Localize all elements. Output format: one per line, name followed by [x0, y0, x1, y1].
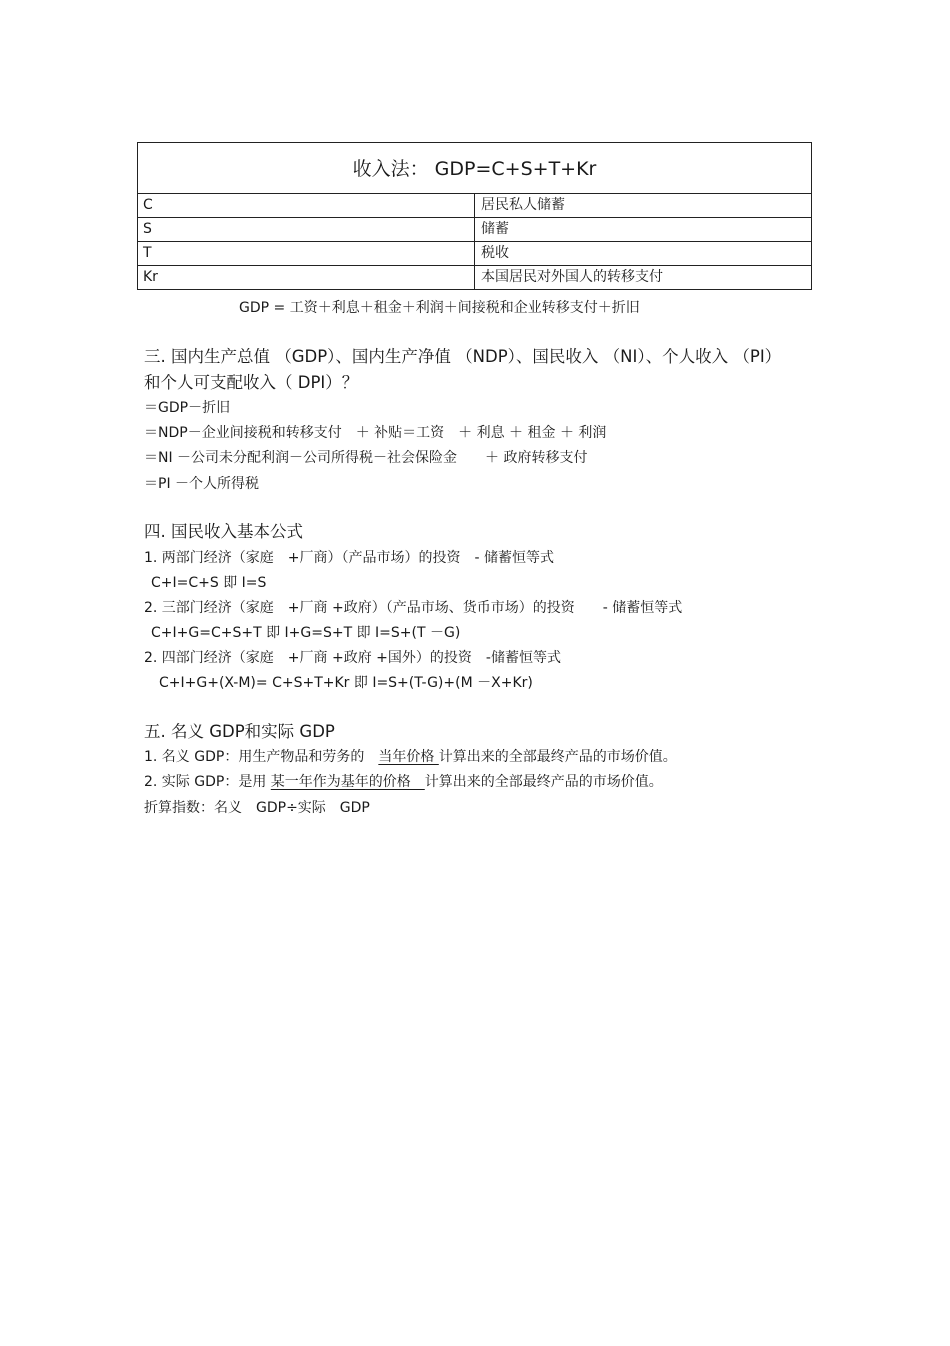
section4-line: C+I+G+(X-M)= C+S+T+Kr 即 I=S+(T-G)+(M －X+Kr)	[159, 675, 533, 691]
section4-line: C+I=C+S 即 I=S	[151, 575, 267, 591]
real-gdp-text-pre: 2. 实际 GDP：是用	[144, 774, 271, 790]
table-cell-description: 储蓄	[475, 218, 812, 242]
table-cell-description: 本国居民对外国人的转移支付	[475, 266, 812, 290]
real-gdp-underlined-term: 某一年作为基年的价格	[270, 774, 425, 790]
section4-line: 1. 两部门经济（家庭 +厂商）（产品市场）的投资 - 储蓄恒等式	[144, 550, 555, 566]
section3-line: ＝PI －个人所得税	[144, 476, 260, 492]
table-row	[138, 218, 812, 242]
table-cell-symbol: Kr	[138, 266, 475, 290]
section5-heading: 五. 名义 GDP和实际 GDP	[144, 722, 335, 741]
section3-heading-line1: 三. 国内生产总值 （GDP）、国内生产净值 （NDP）、国民收入 （NI）、个人收入 （PI）	[144, 347, 782, 366]
section4-heading: 四. 国民收入基本公式	[144, 522, 303, 541]
section3-line: ＝NI －公司未分配利润－公司所得税－社会保险金 ＋ 政府转移支付	[144, 450, 588, 466]
section3-heading-line2: 和个人可支配收入（ DPI）？	[144, 373, 359, 392]
table-row	[138, 266, 812, 290]
table-cell-symbol: C	[138, 194, 475, 218]
table-cell-symbol: T	[138, 242, 475, 266]
income-method-table	[137, 142, 812, 290]
table-title-row	[138, 143, 812, 194]
section5-nominal-gdp-line	[144, 748, 677, 766]
section4-line: C+I+G=C+S+T 即 I+G=S+T 即 I=S+(T －G)	[151, 625, 461, 641]
table-row	[138, 242, 812, 266]
table-title: 收入法： GDP=C+S+T+Kr	[138, 143, 812, 194]
section5-real-gdp-line	[144, 773, 663, 791]
nominal-gdp-underlined-term: 当年价格	[378, 749, 439, 765]
section4-line: 2. 四部门经济（家庭 +厂商 +政府 +国外）的投资 -储蓄恒等式	[144, 650, 561, 666]
nominal-gdp-text-pre: 1. 名义 GDP：用生产物品和劳务的	[144, 749, 379, 765]
table-row	[138, 194, 812, 218]
table-cell-description: 税收	[475, 242, 812, 266]
section3-line: ＝GDP－折旧	[144, 400, 231, 416]
section3-line: ＝NDP－企业间接税和转移支付 ＋ 补贴＝工资 ＋ 利息 ＋ 租金 ＋ 利润	[144, 425, 607, 441]
real-gdp-text-post: 计算出来的全部最终产品的市场价值。	[424, 774, 663, 790]
nominal-gdp-text-post: 计算出来的全部最终产品的市场价值。	[438, 749, 677, 765]
section4-line: 2. 三部门经济（家庭 +厂商 +政府）（产品市场、货币市场）的投资 - 储蓄恒等式	[144, 600, 683, 616]
table-cell-symbol: S	[138, 218, 475, 242]
gdp-income-formula: GDP = 工资＋利息＋租金＋利润＋间接税和企业转移支付＋折旧	[239, 300, 640, 316]
section5-deflator-line: 折算指数：名义 GDP÷实际 GDP	[144, 800, 370, 816]
table-cell-description: 居民私人储蓄	[475, 194, 812, 218]
